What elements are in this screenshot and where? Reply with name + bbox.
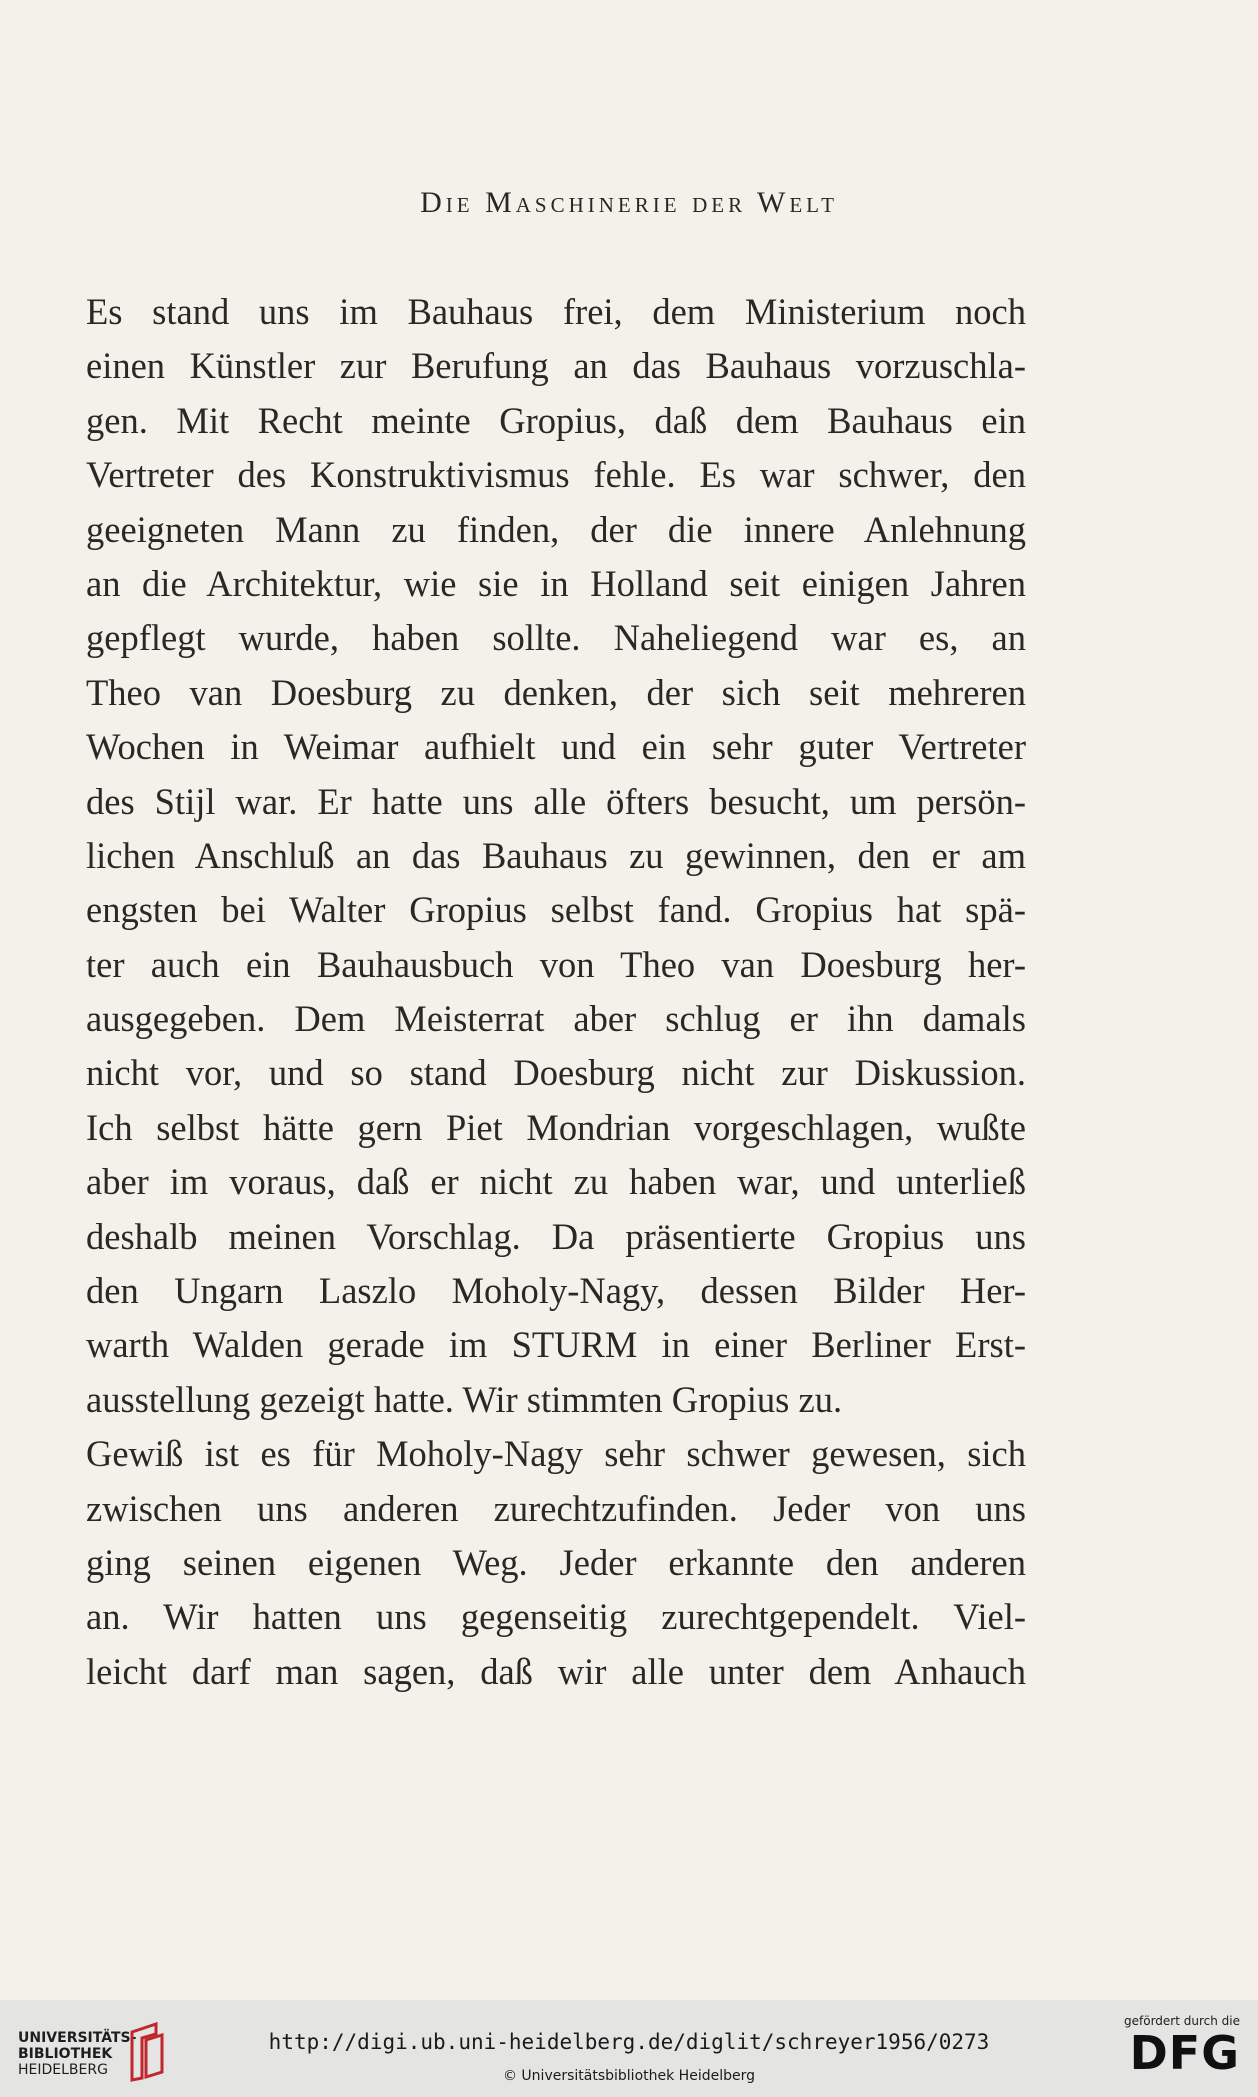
text-line: Es stand uns im Bauhaus frei, dem Ministerium noch	[86, 291, 1026, 332]
body-text	[86, 285, 1026, 1699]
text-line: Ich selbst hätte gern Piet Mondrian vorgeschlagen, wußte	[86, 1106, 1026, 1148]
text-line: nicht vor, und so stand Doesburg nicht zur Diskussion.	[86, 1052, 1026, 1094]
funding-caption: gefördert durch die	[1124, 2014, 1240, 2028]
permalink-url[interactable]: http://digi.ub.uni-heidelberg.de/diglit/schreyer1956/0273	[268, 2030, 990, 2054]
library-name-line-3: HEIDELBERG	[18, 2062, 108, 2078]
text-line: aber im voraus, daß er nicht zu haben war, und unterließ	[86, 1161, 1026, 1203]
text-line: ausstellung gezeigt hatte. Wir stimmten Gropius zu.	[86, 1378, 843, 1420]
text-line: des Stijl war. Er hatte uns alle öfters besucht, um persön-	[86, 780, 1026, 822]
text-line: engsten bei Walter Gropius selbst fand. Gropius hat spä-	[86, 889, 1026, 931]
text-line: gepflegt wurde, haben sollte. Naheliegend war es, an	[86, 617, 1026, 659]
text-line: ging seinen eigenen Weg. Jeder erkannte den anderen	[86, 1541, 1026, 1583]
text-line: leicht darf man sagen, daß wir alle unter dem Anhauch	[86, 1650, 1026, 1692]
dfg-logo[interactable]: DFG	[1129, 2026, 1240, 2080]
text-line: zwischen uns anderen zurechtzufinden. Jeder von uns	[86, 1487, 1026, 1529]
text-line: Vertreter des Konstruktivismus fehle. Es war schwer, den	[86, 454, 1026, 496]
text-line: Wochen in Weimar aufhielt und ein sehr guter Vertreter	[86, 726, 1026, 768]
text-line: lichen Anschluß an das Bauhaus zu gewinnen, den er am	[86, 834, 1026, 876]
library-name-line-2: BIBLIOTHEK	[18, 2046, 113, 2062]
text-line: ter auch ein Bauhausbuch von Theo van Doesburg her-	[86, 943, 1026, 985]
library-name-line-1: UNIVERSITÄTS-	[18, 2030, 137, 2046]
text-line: an die Architektur, wie sie in Holland seit einigen Jahren	[86, 562, 1026, 604]
text-line: an. Wir hatten uns gegenseitig zurechtgependelt. Viel-	[86, 1596, 1026, 1638]
text-line: geeigneten Mann zu finden, der die innere Anlehnung	[86, 508, 1026, 550]
text-line: einen Künstler zur Berufung an das Bauhaus vorzuschla-	[86, 345, 1026, 387]
funder-block	[1124, 2014, 1240, 2078]
text-line: den Ungarn Laszlo Moholy-Nagy, dessen Bilder Her-	[86, 1270, 1026, 1312]
running-title: Die Maschinerie der Welt	[420, 186, 838, 219]
copyright-notice: © Universitätsbibliothek Heidelberg	[502, 2068, 755, 2084]
text-line: gen. Mit Recht meinte Gropius, daß dem Bauhaus ein	[86, 399, 1026, 441]
text-line: deshalb meinen Vorschlag. Da präsentierte Gropius uns	[86, 1215, 1026, 1257]
text-line: Theo van Doesburg zu denken, der sich seit mehreren	[86, 671, 1026, 713]
text-line: warth Walden gerade im STURM in einer Berliner Erst-	[86, 1324, 1026, 1366]
viewer-footer	[0, 2000, 1258, 2097]
text-line: Gewiß ist es für Moholy-Nagy sehr schwer gewesen, sich	[86, 1433, 1026, 1475]
text-line: ausgegeben. Dem Meisterrat aber schlug er ihn damals	[86, 998, 1026, 1040]
